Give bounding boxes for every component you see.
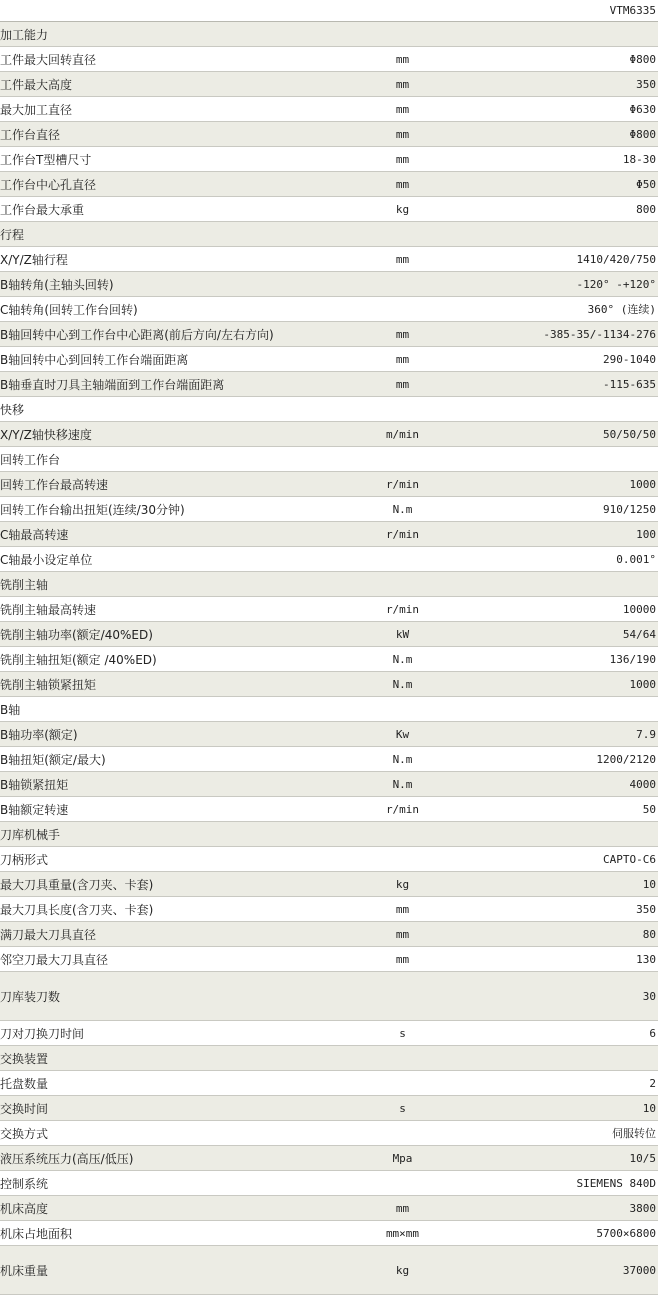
spec-value: 37000: [622, 1263, 656, 1277]
spec-name: X/Y/Z轴快移速度: [0, 427, 92, 442]
spec-name: 铣削主轴锁紧扭矩: [0, 677, 97, 692]
spec-value: 伺服转位: [612, 1127, 656, 1140]
section-row: [0, 697, 658, 722]
spec-unit: kg: [395, 877, 410, 891]
table-row: [0, 197, 658, 222]
section-row: [0, 222, 658, 247]
spec-name: B轴回转中心到回转工作台端面距离: [0, 352, 189, 367]
table-row: [0, 1146, 658, 1171]
spec-value: 54/64: [622, 627, 656, 641]
spec-name: C轴最高转速: [0, 527, 69, 542]
spec-name: 刀对刀换刀时间: [0, 1026, 85, 1041]
table-row: [0, 747, 658, 772]
spec-unit: r/min: [385, 602, 420, 616]
spec-value: 800: [636, 202, 656, 216]
spec-unit: mm: [395, 77, 410, 91]
table-row: [0, 97, 658, 122]
spec-name: 工件最大高度: [0, 77, 73, 92]
spec-unit: mm: [395, 927, 410, 941]
spec-unit: N.m: [392, 677, 413, 691]
spec-name: 机床占地面积: [0, 1226, 73, 1241]
spec-name: 最大加工直径: [0, 102, 73, 117]
spec-value: 18-30: [622, 152, 656, 166]
spec-value: 0.001°: [616, 552, 656, 566]
spec-unit: mm: [395, 152, 410, 166]
section-title: 行程: [0, 227, 25, 242]
spec-unit: mm: [395, 102, 410, 116]
spec-value: 80: [642, 927, 656, 941]
spec-name: B轴锁紧扭矩: [0, 777, 69, 792]
spec-unit: kg: [395, 1263, 410, 1277]
section-row: [0, 397, 658, 422]
spec-name: 铣削主轴扭矩(额定 /40%ED): [0, 652, 157, 667]
table-row: [0, 72, 658, 97]
spec-value: 30: [642, 989, 656, 1003]
section-title: 快移: [0, 402, 25, 417]
spec-unit: mm: [395, 327, 410, 341]
spec-name: 交换方式: [0, 1126, 49, 1141]
spec-unit: mm: [395, 952, 410, 966]
spec-value: 1000: [629, 477, 656, 491]
spec-unit: mm: [395, 252, 410, 266]
spec-value: 2: [649, 1076, 656, 1090]
spec-name: B轴扭矩(额定/最大): [0, 752, 106, 767]
table-row: [0, 1196, 658, 1221]
spec-name: 工作台T型槽尺寸: [0, 152, 92, 167]
spec-unit: mm: [395, 352, 410, 366]
table-row: [0, 647, 658, 672]
spec-value: 10000: [622, 602, 656, 616]
table-row: [0, 897, 658, 922]
spec-value: Φ630: [629, 102, 656, 116]
spec-unit: r/min: [385, 527, 420, 541]
spec-name: 工作台中心孔直径: [0, 177, 97, 192]
section-title: B轴: [0, 702, 21, 717]
spec-value: 10/5: [629, 1151, 656, 1165]
table-row: [0, 122, 658, 147]
spec-unit: mm: [395, 52, 410, 66]
table-row: [0, 322, 658, 347]
table-row: [0, 1171, 658, 1196]
spec-name: 工作台最大承重: [0, 202, 85, 217]
spec-value: 290-1040: [603, 352, 656, 366]
section-title: 铣削主轴: [0, 577, 49, 592]
spec-value: -115-635: [603, 377, 656, 391]
spec-name: C轴转角(回转工作台回转): [0, 302, 138, 317]
section-row: [0, 822, 658, 847]
spec-unit: mm: [395, 377, 410, 391]
spec-unit: mm×mm: [385, 1226, 420, 1240]
spec-value: 1410/420/750: [576, 252, 656, 266]
table-row: [0, 622, 658, 647]
spec-value: 350: [636, 77, 656, 91]
spec-value: -120° -+120°: [576, 277, 656, 291]
table-row: [0, 1121, 658, 1146]
spec-name: 工件最大回转直径: [0, 52, 97, 67]
spec-unit: mm: [395, 902, 410, 916]
spec-name: B轴回转中心到工作台中心距离(前后方向/左右方向): [0, 327, 274, 342]
table-row: [0, 472, 658, 497]
spec-value: SIEMENS 840D: [576, 1176, 656, 1190]
spec-value: 6: [649, 1026, 656, 1040]
spec-value: 10: [642, 877, 656, 891]
table-row: [0, 247, 658, 272]
section-title: 交换装置: [0, 1051, 49, 1066]
spec-name: 最大刀具长度(含刀夹、卡套): [0, 902, 154, 917]
table-row: [0, 422, 658, 447]
table-header: [0, 0, 658, 22]
spec-name: X/Y/Z轴行程: [0, 252, 68, 267]
spec-unit: kg: [395, 202, 410, 216]
table-row: [0, 1221, 658, 1246]
spec-name: 刀柄形式: [0, 852, 49, 867]
table-row: [0, 347, 658, 372]
spec-value: 350: [636, 902, 656, 916]
spec-value: 130: [636, 952, 656, 966]
section-title: 回转工作台: [0, 452, 61, 467]
table-row: [0, 872, 658, 897]
table-row: [0, 147, 658, 172]
spec-unit: Mpa: [392, 1151, 413, 1165]
spec-value: 5700×6800: [596, 1226, 656, 1240]
spec-value: CAPTO-C6: [603, 852, 656, 866]
spec-name: C轴最小设定单位: [0, 552, 93, 567]
table-row: [0, 272, 658, 297]
spec-name: 控制系统: [0, 1176, 49, 1191]
spec-value: Φ800: [629, 127, 656, 141]
table-row: [0, 1096, 658, 1121]
spec-unit: s: [399, 1101, 406, 1115]
section-row: [0, 447, 658, 472]
table-row: [0, 522, 658, 547]
table-row: [0, 297, 658, 322]
table-row: [0, 947, 658, 972]
spec-name: 回转工作台输出扭矩(连续/30分钟): [0, 502, 185, 517]
spec-unit: N.m: [392, 652, 413, 666]
spec-name: 铣削主轴功率(额定/40%ED): [0, 627, 153, 642]
spec-value: 1200/2120: [596, 752, 656, 766]
spec-value: -385-35/-1134-276: [543, 327, 656, 341]
section-row: [0, 22, 658, 47]
spec-name: 工作台直径: [0, 127, 61, 142]
spec-name: 液压系统压力(高压/低压): [0, 1151, 134, 1166]
model-name: VTM6335: [609, 4, 656, 17]
spec-name: 刀库装刀数: [0, 989, 61, 1004]
spec-unit: mm: [395, 177, 410, 191]
table-row: [0, 372, 658, 397]
spec-name: B轴垂直时刀具主轴端面到工作台端面距离: [0, 377, 225, 392]
section-title: 刀库机械手: [0, 827, 61, 842]
spec-unit: m/min: [385, 427, 420, 441]
spec-value: 50: [642, 802, 656, 816]
spec-value: Φ800: [629, 52, 656, 66]
table-row: [0, 847, 658, 872]
table-row: [0, 1246, 658, 1295]
spec-value: 1000: [629, 677, 656, 691]
spec-value: 136/190: [609, 652, 656, 666]
spec-unit: r/min: [385, 802, 420, 816]
spec-name: 交换时间: [0, 1101, 49, 1116]
section-row: [0, 572, 658, 597]
spec-unit: N.m: [392, 502, 413, 516]
spec-unit: kW: [395, 627, 410, 641]
spec-name: 铣削主轴最高转速: [0, 602, 97, 617]
spec-value: 10: [642, 1101, 656, 1115]
table-row: [0, 172, 658, 197]
section-row: [0, 1046, 658, 1071]
spec-unit: Kw: [395, 727, 410, 741]
table-row: [0, 772, 658, 797]
spec-value: 910/1250: [603, 502, 656, 516]
spec-rows: [0, 22, 658, 1295]
table-row: [0, 1071, 658, 1096]
spec-name: B轴转角(主轴头回转): [0, 277, 114, 292]
table-row: [0, 497, 658, 522]
table-row: [0, 547, 658, 572]
spec-name: 托盘数量: [0, 1076, 49, 1091]
spec-unit: mm: [395, 1201, 410, 1215]
spec-name: 机床高度: [0, 1201, 49, 1216]
spec-unit: N.m: [392, 752, 413, 766]
spec-name: 邻空刀最大刀具直径: [0, 952, 109, 967]
spec-unit: N.m: [392, 777, 413, 791]
spec-value: 3800: [629, 1201, 656, 1215]
spec-value: 50/50/50: [603, 427, 656, 441]
table-row: [0, 47, 658, 72]
spec-value: 360° (连续): [587, 303, 656, 316]
table-row: [0, 1021, 658, 1046]
spec-name: 最大刀具重量(含刀夹、卡套): [0, 877, 154, 892]
spec-unit: s: [399, 1026, 406, 1040]
spec-unit: mm: [395, 127, 410, 141]
table-row: [0, 797, 658, 822]
table-row: [0, 972, 658, 1021]
spec-value: 100: [636, 527, 656, 541]
spec-name: 回转工作台最高转速: [0, 477, 109, 492]
spec-name: B轴额定转速: [0, 802, 69, 817]
spec-value: 4000: [629, 777, 656, 791]
spec-unit: r/min: [385, 477, 420, 491]
table-row: [0, 597, 658, 622]
spec-value: 7.9: [636, 727, 656, 741]
table-row: [0, 672, 658, 697]
table-row: [0, 922, 658, 947]
spec-value: Φ50: [636, 177, 656, 191]
spec-name: 机床重量: [0, 1263, 49, 1278]
spec-name: 满刀最大刀具直径: [0, 927, 97, 942]
section-title: 加工能力: [0, 27, 49, 42]
spec-name: B轴功率(额定): [0, 727, 78, 742]
table-row: [0, 722, 658, 747]
